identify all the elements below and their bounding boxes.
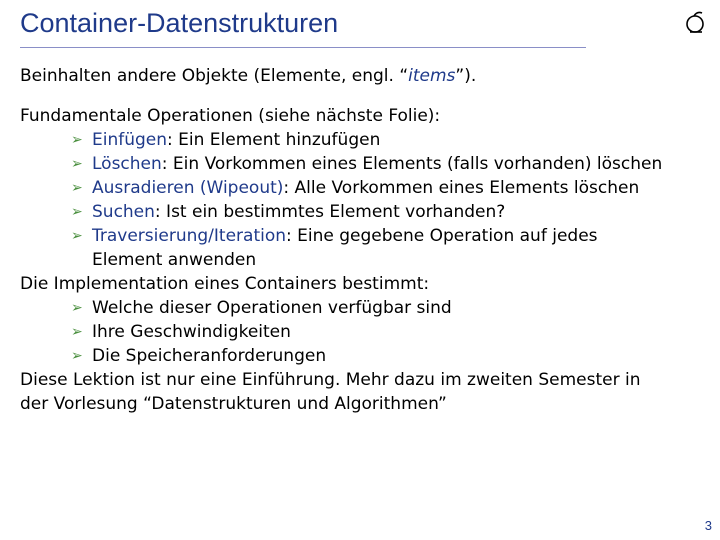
operation-term: Löschen xyxy=(92,154,162,174)
closing-line-2: der Vorlesung “Datenstrukturen und Algorithmen” xyxy=(20,394,447,414)
arrow-bullet-icon: ➢ xyxy=(71,228,83,244)
operation-term: Ausradieren (Wipeout) xyxy=(92,178,284,198)
implementation-item: Die Speicheranforderungen xyxy=(92,346,327,366)
arrow-bullet-icon: ➢ xyxy=(71,324,83,340)
intro-text-start: Beinhalten andere Objekte (Elemente, engl. “ xyxy=(20,66,409,86)
items-term: items xyxy=(408,66,456,86)
operation-description: : Eine gegebene Operation auf jedes xyxy=(286,226,598,246)
implementation-item: Ihre Geschwindigkeiten xyxy=(92,322,291,342)
eiffel-logo-icon xyxy=(683,10,709,36)
list-item xyxy=(20,296,710,320)
operation-description: : Ist ein bestimmtes Element vorhanden? xyxy=(154,202,506,222)
arrow-bullet-icon: ➢ xyxy=(71,204,83,220)
implementation-item: Welche dieser Operationen verfügbar sind xyxy=(92,298,452,318)
arrow-bullet-icon: ➢ xyxy=(71,156,83,172)
arrow-bullet-icon: ➢ xyxy=(71,132,83,148)
intro-text-end: ”). xyxy=(455,66,477,86)
list-item xyxy=(20,200,710,224)
closing-line-1: Diese Lektion ist nur eine Einführung. Mehr dazu im zweiten Semester in xyxy=(20,370,641,390)
slide-body xyxy=(20,64,710,416)
list-item xyxy=(20,152,710,176)
operation-description: : Ein Vorkommen eines Elements (falls vorhanden) löschen xyxy=(161,154,663,174)
operation-continuation: Element anwenden xyxy=(92,250,257,270)
operations-heading: Fundamentale Operationen (siehe nächste Folie): xyxy=(20,106,441,126)
slide-title: Container-Datenstrukturen xyxy=(20,8,339,38)
title-divider xyxy=(20,47,586,48)
operation-term: Traversierung/Iteration xyxy=(92,226,287,246)
operation-term: Suchen xyxy=(92,202,155,222)
page-number: 3 xyxy=(704,518,712,533)
intro-line xyxy=(20,64,710,88)
operation-description: : Alle Vorkommen eines Elements löschen xyxy=(283,178,640,198)
list-item xyxy=(20,176,710,200)
list-item xyxy=(20,128,710,152)
arrow-bullet-icon: ➢ xyxy=(71,180,83,196)
arrow-bullet-icon: ➢ xyxy=(71,300,83,316)
implementation-heading: Die Implementation eines Containers bestimmt: xyxy=(20,274,430,294)
arrow-bullet-icon: ➢ xyxy=(71,348,83,364)
list-item xyxy=(20,320,710,344)
operation-term: Einfügen xyxy=(92,130,168,150)
operation-description: : Ein Element hinzufügen xyxy=(167,130,381,150)
list-item xyxy=(20,224,710,248)
list-item xyxy=(20,344,710,368)
